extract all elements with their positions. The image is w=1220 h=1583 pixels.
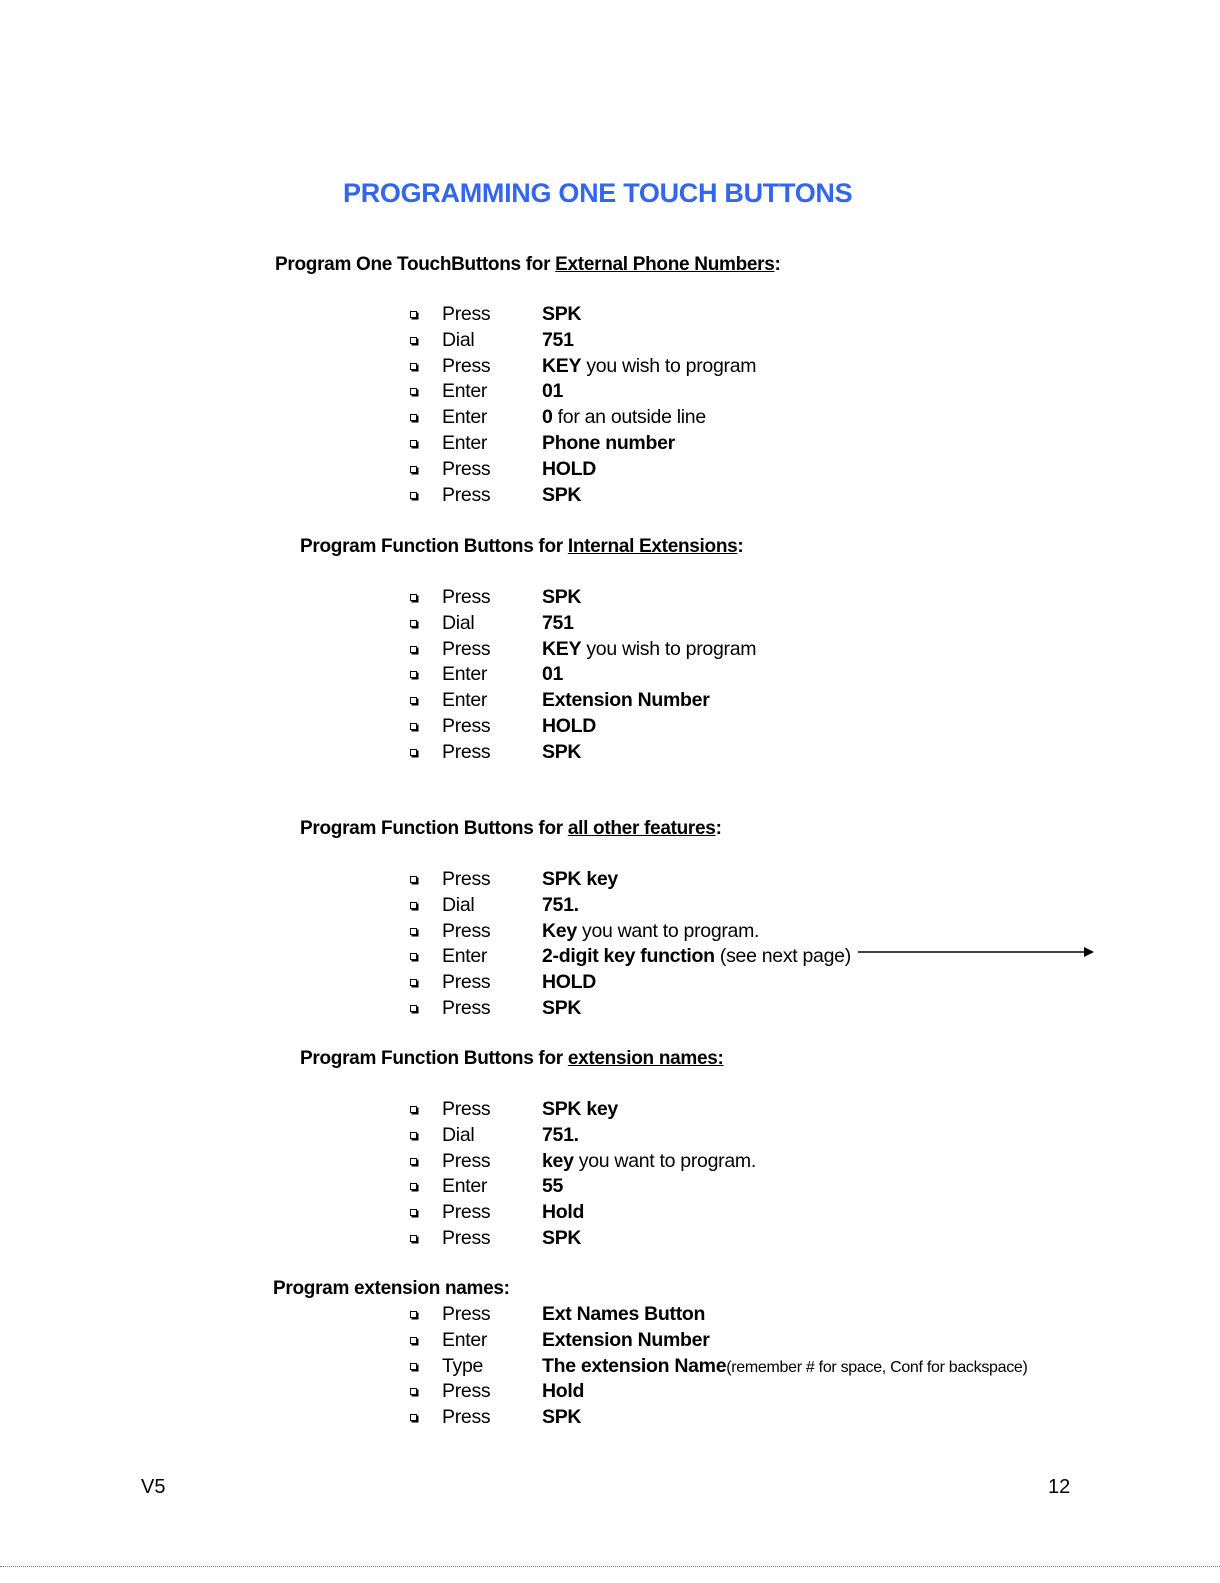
checkbox-bullet-icon [410,1363,417,1370]
step-verb: Press [442,971,491,994]
checkbox-bullet-icon [410,1311,417,1318]
heading-underlined-text: Internal Extensions [567,536,738,557]
step-verb: Enter [442,689,488,712]
page-number: 12 [1048,1476,1071,1498]
checkbox-bullet-icon [410,928,417,935]
checkbox-bullet-icon [410,876,417,883]
step-key: SPK [542,483,582,506]
step-verb: Enter [442,945,488,968]
step-key: SPK [542,303,582,325]
step-key: 751. [542,893,579,916]
heading-underlined-text: all other features [567,818,716,839]
step-verb: Enter [442,1175,488,1198]
step-detail: for an outside line [552,406,706,429]
step-key: Ext Names Button [542,1303,706,1325]
step-verb: Enter [442,1328,488,1351]
step-object [542,970,596,996]
step-object [542,1302,705,1328]
heading-underlined-text: External Phone Numbers [555,254,775,275]
checkbox-bullet-icon [410,492,417,499]
step-verb: Enter [442,380,488,403]
step-object [542,1200,584,1226]
step-key: KEY [542,637,582,660]
section-heading-external [275,254,781,276]
step-verb: Press [442,457,491,480]
step-key: Hold [542,1380,585,1403]
checkbox-bullet-icon [410,337,417,344]
step-key: The extension Name [542,1354,727,1377]
step-object [542,1328,709,1354]
step-key: HOLD [542,457,597,480]
step-key: SPK key [542,868,618,890]
step-verb: Press [442,714,491,737]
checkbox-bullet-icon [410,466,417,473]
checkbox-bullet-icon [410,363,417,370]
step-object [542,944,851,970]
heading-suffix: : [737,536,744,557]
step-detail: you want to program. [573,1149,756,1172]
step-detail: (see next page) [714,945,851,968]
checkbox-bullet-icon [410,902,417,909]
step-verb: Press [442,1098,491,1120]
step-object [542,354,756,380]
checkbox-bullet-icon [410,1005,417,1012]
heading-suffix: : [774,254,781,275]
checkbox-bullet-icon [410,723,417,730]
step-verb: Press [442,919,491,942]
step-key: Phone number [542,431,675,454]
step-verb: Press [442,1226,491,1249]
step-verb: Enter [442,431,488,454]
step-verb: Dial [442,611,475,634]
step-object [542,637,756,663]
step-object [542,1226,581,1252]
heading-underlined-text: extension names: [567,1048,724,1069]
step-key: 751 [542,328,574,351]
step-verb: Press [442,1303,491,1325]
step-object [542,302,581,328]
step-verb: Press [442,586,491,608]
step-object [542,585,581,611]
checkbox-bullet-icon [410,1132,417,1139]
arrow-right-icon [858,945,1098,959]
section-heading-program-names [273,1278,510,1300]
step-key: KEY [542,354,582,377]
checkbox-bullet-icon [410,697,417,704]
checkbox-bullet-icon [410,1183,417,1190]
step-detail: you wish to program [581,354,757,377]
checkbox-bullet-icon [410,671,417,678]
step-verb: Press [442,303,491,325]
step-object [542,1174,563,1200]
step-object [542,431,675,457]
step-object [542,328,574,354]
checkbox-bullet-icon [410,749,417,756]
checkbox-bullet-icon [410,440,417,447]
step-object [542,379,563,405]
step-object [542,1123,579,1149]
version-label: V5 [141,1476,166,1498]
step-object [542,893,579,919]
step-key: 01 [542,380,564,403]
step-key: HOLD [542,971,597,994]
checkbox-bullet-icon [410,1235,417,1242]
step-detail: you wish to program [581,637,757,660]
step-object [542,405,706,431]
step-key: Hold [542,1201,585,1224]
checkbox-bullet-icon [410,646,417,653]
step-object [542,867,618,893]
heading-suffix: : [715,818,722,839]
checkbox-bullet-icon [410,1106,417,1113]
checkbox-bullet-icon [410,620,417,627]
heading-text: Program One TouchButtons for [275,254,556,275]
checkbox-bullet-icon [410,1158,417,1165]
step-verb: Press [442,996,491,1019]
step-object [542,483,581,509]
step-key: SPK [542,586,582,608]
checkbox-bullet-icon [410,979,417,986]
step-object [542,611,574,637]
step-verb: Press [442,354,491,377]
step-object [542,996,581,1022]
step-note: (remember # for space, Conf for backspace) [726,1358,1028,1376]
step-verb: Press [442,637,491,660]
step-key: SPK [542,996,582,1019]
step-verb: Dial [442,893,475,916]
step-key: 01 [542,663,564,686]
step-key: HOLD [542,714,597,737]
step-object [542,1405,581,1431]
heading-text: Program extension names: [273,1278,510,1299]
step-verb: Type [442,1354,484,1377]
step-key: 0 [542,406,553,429]
step-key: Extension Number [542,1328,710,1351]
step-object [542,714,596,740]
step-key: 55 [542,1175,564,1198]
step-key: Extension Number [542,689,710,712]
step-key: SPK [542,740,582,763]
step-object [542,919,759,945]
checkbox-bullet-icon [410,311,417,318]
section-heading-other-features [300,818,722,840]
step-object [542,1097,618,1123]
step-verb: Enter [442,406,488,429]
step-verb: Dial [442,328,475,351]
step-object [542,662,563,688]
step-key: Key [542,919,577,942]
step-verb: Press [442,740,491,763]
checkbox-bullet-icon [410,1209,417,1216]
step-verb: Press [442,483,491,506]
checkbox-bullet-icon [410,388,417,395]
step-object [542,1354,1028,1381]
step-detail: you want to program. [576,919,760,942]
checkbox-bullet-icon [410,1414,417,1421]
step-key: key [542,1149,574,1172]
step-key: SPK [542,1406,582,1429]
step-verb: Press [442,1201,491,1224]
checkbox-bullet-icon [410,1337,417,1344]
heading-text: Program Function Buttons for [300,818,568,839]
step-verb: Dial [442,1123,475,1146]
step-object [542,688,709,714]
heading-text: Program Function Buttons for [300,1048,568,1069]
step-object [542,740,581,766]
step-key: 751 [542,611,574,634]
step-verb: Enter [442,663,488,686]
step-verb: Press [442,868,491,890]
checkbox-bullet-icon [410,1388,417,1395]
section-heading-internal [300,536,743,558]
step-object [542,1379,584,1405]
checkbox-bullet-icon [410,594,417,601]
step-object [542,457,596,483]
page-bottom-divider [0,1566,1220,1567]
checkbox-bullet-icon [410,414,417,421]
step-verb: Press [442,1149,491,1172]
step-verb: Press [442,1380,491,1403]
page-title: PROGRAMMING ONE TOUCH BUTTONS [343,178,853,208]
step-key: SPK [542,1226,582,1249]
step-key: SPK key [542,1098,618,1120]
checkbox-bullet-icon [410,953,417,960]
step-key: 2-digit key function [542,945,715,968]
section-heading-extension-names [300,1048,724,1070]
step-key: 751. [542,1123,579,1146]
step-object [542,1149,756,1175]
heading-text: Program Function Buttons for [300,536,568,557]
step-verb: Press [442,1406,491,1429]
